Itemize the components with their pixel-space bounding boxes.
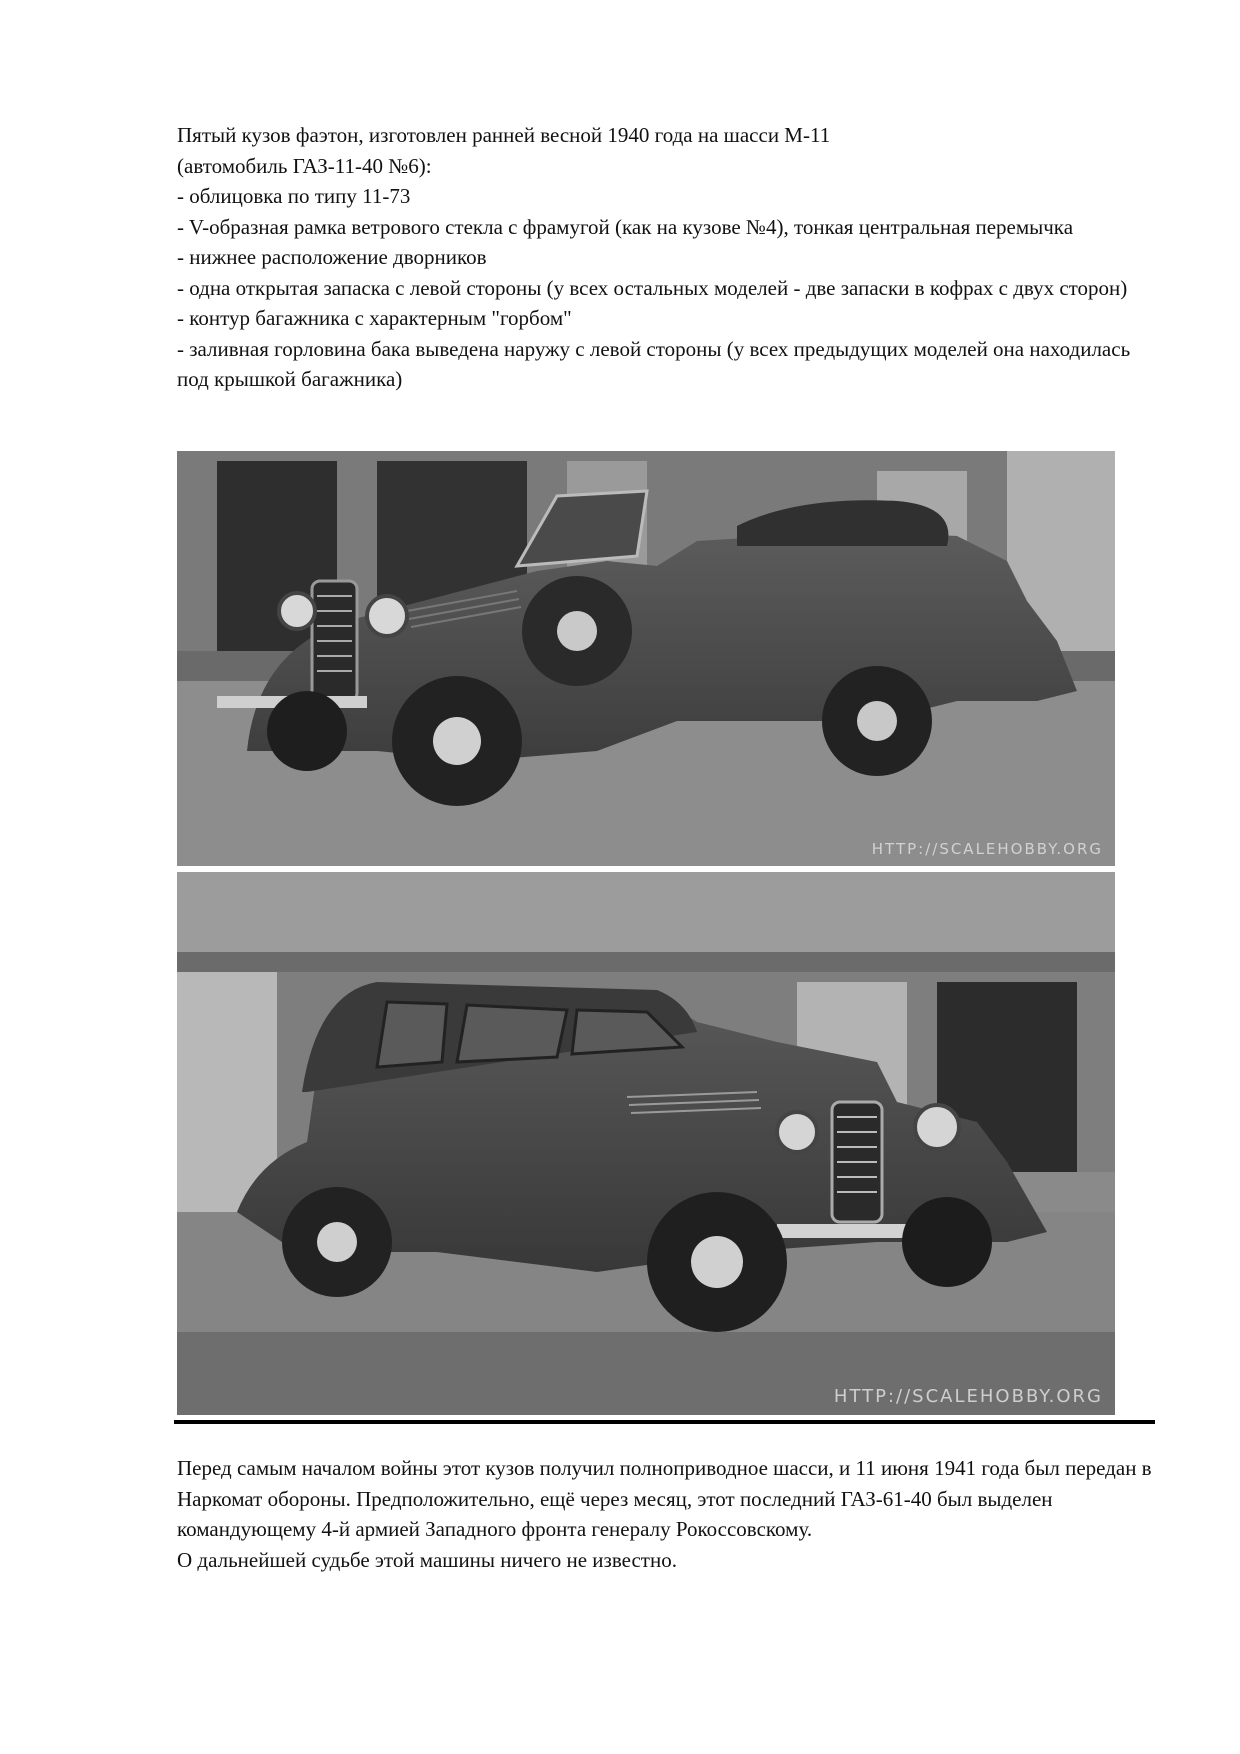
section-divider (174, 1420, 1155, 1424)
photo-watermark: HTTP://SCALEHOBBY.ORG (871, 840, 1103, 858)
intro-line: - нижнее расположение дворников (177, 245, 487, 269)
intro-line: (автомобиль ГАЗ-11-40 №6): (177, 153, 432, 178)
photo-phaeton-open (177, 451, 1115, 866)
intro-line: - облицовка по типу 11-73 (177, 184, 411, 208)
intro-line: - одна открытая запаска с левой стороны (у всех остальных моделей - две запаски в кофрах с двух сторон) (177, 275, 1128, 300)
intro-line: Пятый кузов фаэтон, изготовлен ранней весной 1940 года на шасси М-11 (177, 123, 831, 147)
outro-paragraph: Перед самым началом войны этот кузов получил полноприводное шасси, и 11 июня 1941 года был передан в Наркомат обороны. Предположительно, ещё через месяц, этот последний ГАЗ-61-40 был выделен командующему 4-й армией Западного фронта генералу Рокоссовскому. (177, 1456, 1152, 1541)
outro-paragraph: О дальнейшей судьбе этой машины ничего не известно. (177, 1547, 677, 1572)
intro-line: - заливная горловина бака выведена наружу с левой стороны (у всех предыдущих моделей она находилась под крышкой багажника) (177, 336, 1131, 391)
car-photo-1-illustration (177, 451, 1115, 866)
outro-text (177, 1453, 1157, 1575)
car-photo-2-illustration (177, 872, 1115, 1415)
intro-text (177, 120, 1137, 395)
photo-watermark: HTTP://SCALEHOBBY.ORG (833, 1386, 1103, 1407)
intro-line: - V-образная рамка ветрового стекла с фрамугой (как на кузове №4), тонкая центральная перемычка (177, 214, 1074, 239)
intro-line: - контур багажника с характерным "горбом" (177, 306, 572, 330)
photo-phaeton-closed (177, 872, 1115, 1415)
